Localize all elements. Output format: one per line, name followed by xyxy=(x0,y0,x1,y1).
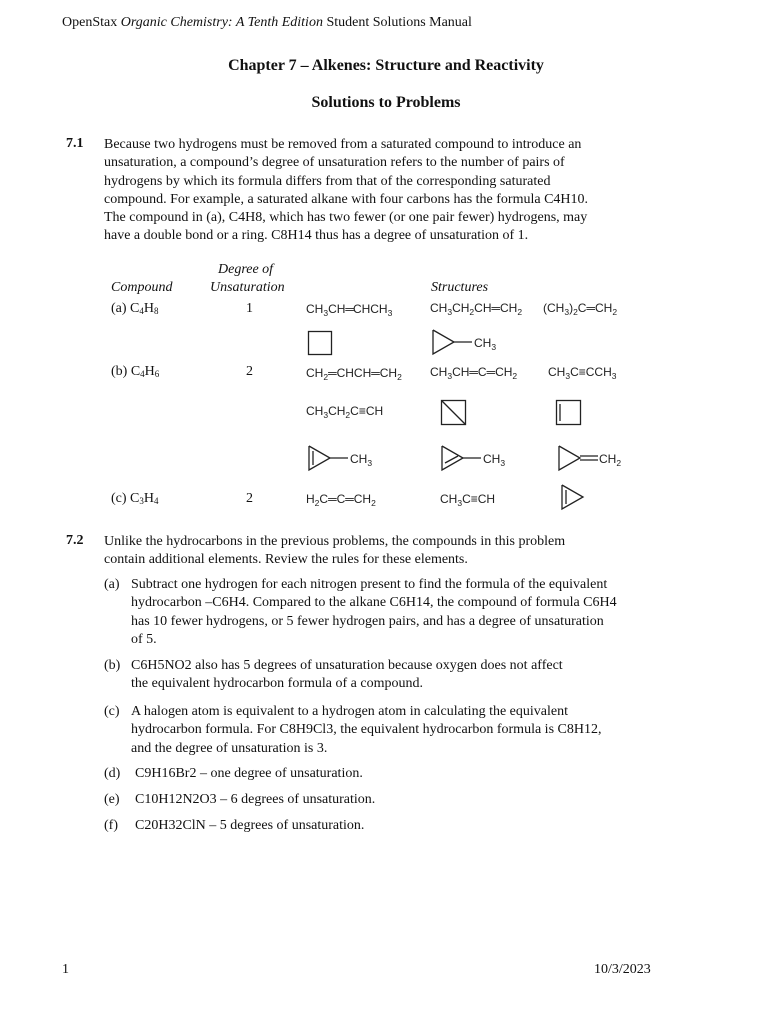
item-text: C10H12N2O3 – 6 degrees of unsaturation. xyxy=(135,792,376,807)
text-line: unsaturation, a compound’s degree of unsaturation refers to the number of pairs of xyxy=(104,155,565,171)
cyclopropene-structure xyxy=(561,484,585,510)
cyclobutane-structure xyxy=(308,331,332,355)
item-label: (d) xyxy=(104,766,121,781)
item-text xyxy=(131,657,563,694)
text-line: hydrogens by which its formula differs from that of the corresponding saturated xyxy=(104,173,551,189)
problem-7-1-text xyxy=(104,136,664,246)
degree-c: 2 xyxy=(246,491,253,506)
formula-propyne: $CH_3C\equiv CH$ xyxy=(440,492,496,508)
text-line: has 10 fewer hydrogens, or 5 fewer hydrogen pairs, and has a degree of unsaturation xyxy=(131,613,604,629)
header-structures: Structures xyxy=(431,280,489,295)
formula-allene: $H_2C═C═CH_2$ xyxy=(306,492,376,508)
footer-date: 10/3/2023 xyxy=(594,962,651,977)
header-degree-line2: Unsaturation xyxy=(210,280,285,295)
item-label: (c) xyxy=(104,704,120,719)
item-c xyxy=(104,703,684,759)
header-compound: Compound xyxy=(111,280,173,295)
chapter-title: Chapter 7 – Alkenes: Structure and Reactivity xyxy=(228,57,544,74)
running-header xyxy=(62,15,472,31)
item-b xyxy=(104,657,684,697)
text-line: contain additional elements. Review the rules for these elements. xyxy=(104,552,468,568)
item-text xyxy=(131,703,601,758)
item-a xyxy=(104,576,684,651)
methylene-label: $CH_2$ xyxy=(599,452,622,468)
row-label-b: (b) $C_4H_6$ xyxy=(111,364,160,379)
section-title: Solutions to Problems xyxy=(311,94,461,111)
text-line: A halogen atom is equivalent to a hydrogen atom in calculating the equivalent xyxy=(131,704,568,719)
header-prefix: OpenStax xyxy=(62,15,121,30)
header-suffix: Student Solutions Manual xyxy=(322,15,472,30)
row-label-c: (c) $C_3H_4$ xyxy=(111,491,159,506)
methylenecyclopropane-structure xyxy=(558,445,600,471)
problem-number: 7.2 xyxy=(66,533,84,548)
formula-isobutylene: $(CH_3)_2C═CH_2$ xyxy=(543,301,618,317)
text-line: hydrocarbon –C6H4. Compared to the alkane C6H14, the compound of formula C6H4 xyxy=(131,595,617,611)
text-line: Unlike the hydrocarbons in the previous problems, the compounds in this problem xyxy=(104,534,566,549)
text-line: hydrocarbon formula. For C8H9Cl3, the equivalent hydrocarbon formula is C8H12, xyxy=(131,722,602,738)
problem-number: 7.1 xyxy=(66,136,84,151)
degree-b: 2 xyxy=(246,364,253,379)
text-line: compound. For example, a saturated alkane with four carbons has the formula C4H10. xyxy=(104,191,589,207)
text-line: Because two hydrogens must be removed from a saturated compound to introduce an xyxy=(104,137,582,152)
text-line: of 5. xyxy=(131,631,157,647)
item-label: (b) xyxy=(104,658,121,673)
methyl-label: $CH_3$ xyxy=(474,336,497,352)
methyl-label: $CH_3$ xyxy=(483,452,506,468)
item-label: (a) xyxy=(104,577,120,592)
text-line: the equivalent hydrocarbon formula of a compound. xyxy=(131,676,423,692)
text-line: The compound in (a), C4H8, which has two fewer (or one pair fewer) hydrogens, may xyxy=(104,210,588,226)
item-f xyxy=(104,817,684,837)
problem-7-2-intro xyxy=(104,533,664,570)
methylcyclopropene-structure xyxy=(308,445,348,471)
row-label-a: (a) $C_4H_8$ xyxy=(111,301,159,316)
item-label: (e) xyxy=(104,792,120,807)
header-degree-line1: Degree of xyxy=(218,262,274,277)
formula-2-butyne: $CH_3C\equiv CCH_3$ xyxy=(548,365,617,381)
text-line: have a double bond or a ring. C8H14 thus has a degree of unsaturation of 1. xyxy=(104,228,529,244)
item-text: C20H32ClN – 5 degrees of unsaturation. xyxy=(135,818,365,833)
bicyclobutane-structure xyxy=(441,400,466,425)
item-d xyxy=(104,765,684,785)
text-line: Subtract one hydrogen for each nitrogen present to find the formula of the equivalent xyxy=(131,577,608,592)
methyl-label: $CH_3$ xyxy=(350,452,373,468)
methylcyclopropane-structure xyxy=(432,329,472,355)
formula-2-butene: $CH_3CH═CHCH_3$ xyxy=(306,302,393,318)
page-number: 1 xyxy=(62,962,69,977)
formula-1-butene: $CH_3CH_2CH═CH_2$ xyxy=(430,301,523,317)
item-text xyxy=(131,576,617,649)
degree-a: 1 xyxy=(246,301,253,316)
formula-1-3-butadiene: $CH_2═CHCH═CH_2$ xyxy=(306,366,402,382)
item-text: C9H16Br2 – one degree of unsaturation. xyxy=(135,766,363,781)
text-line: C6H5NO2 also has 5 degrees of unsaturation because oxygen does not affect xyxy=(131,658,563,673)
cyclobutene-structure xyxy=(556,400,581,425)
item-e xyxy=(104,791,684,811)
formula-1-butyne: $CH_3CH_2C\equiv CH$ xyxy=(306,404,384,420)
header-book-title: Organic Chemistry: A Tenth Edition xyxy=(120,15,323,30)
item-label: (f) xyxy=(104,818,118,833)
methylcyclopropene-structure-alt xyxy=(441,445,481,471)
text-line: and the degree of unsaturation is 3. xyxy=(131,740,328,756)
formula-1-2-butadiene: $CH_3CH═C═CH_2$ xyxy=(430,365,518,381)
